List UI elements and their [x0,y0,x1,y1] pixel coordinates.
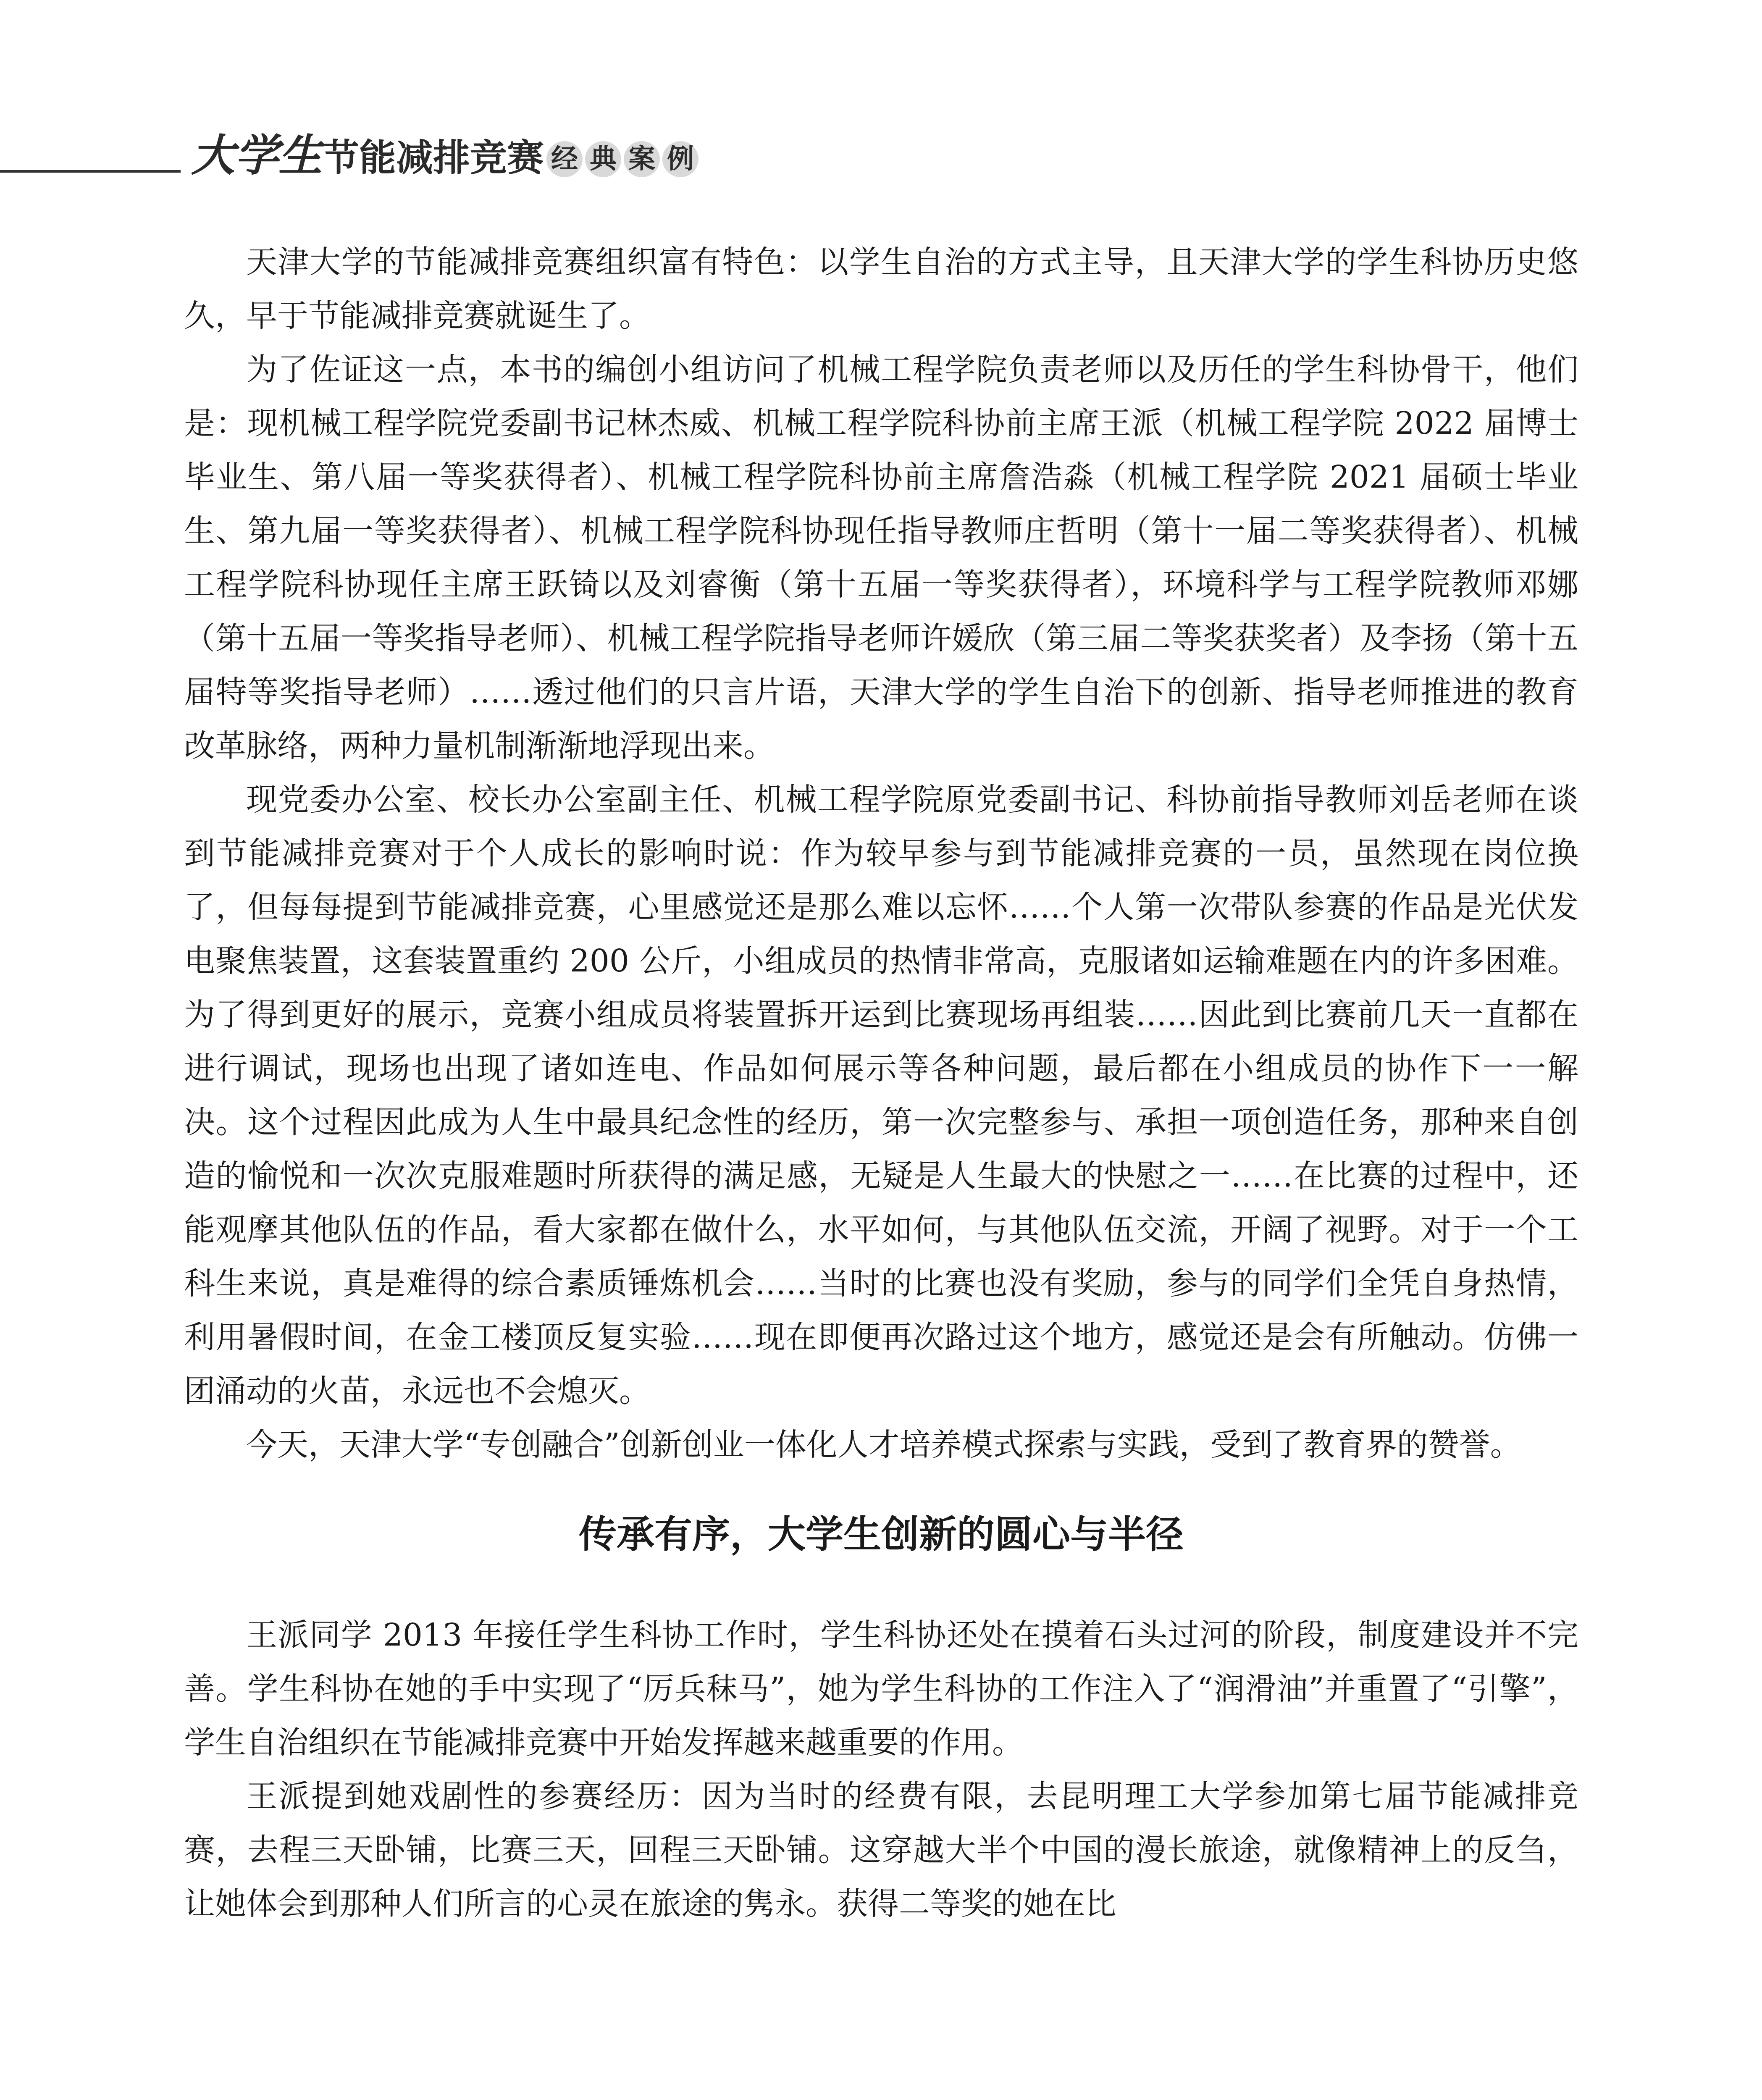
book-title [191,129,698,181]
paragraph: 天津大学的节能减排竞赛组织富有特色：以学生自治的方式主导，且天津大学的学生科协历史悠久，早于节能减排竞赛就诞生了。 [184,244,1578,334]
book-title-badge: 典 [585,141,621,177]
paragraph: 王派同学 2013 年接任学生科协工作时，学生科协还处在摸着石头过河的阶段，制度建设并不完善。学生科协在她的手中实现了“厉兵秣马”，她为学生科协的工作注入了“润滑油”并重置了“引擎”，学生自治组织在节能减排竞赛中开始发挥越来越重要的作用。 [184,1617,1578,1761]
section-heading: 传承有序，大学生创新的圆心与半径 [579,1512,1184,1557]
paragraph: 王派提到她戏剧性的参赛经历：因为当时的经费有限，去昆明理工大学参加第七届节能减排竞赛，去程三天卧铺，比赛三天，回程三天卧铺。这穿越大半个中国的漫长旅途，就像精神上的反刍，让她体会到那种人们所言的心灵在旅途的隽永。获得二等奖的她在比 [184,1778,1578,1922]
paragraph: 今天，天津大学“专创融合”创新创业一体化人才培养模式探索与实践，受到了教育界的赞誉。 [246,1427,1521,1463]
running-header [0,126,694,181]
book-title-badge: 经 [546,141,583,177]
paragraph: 为了佐证这一点，本书的编创小组访问了机械工程学院负责老师以及历任的学生科协骨干，他们是：现机械工程学院党委副书记林杰威、机械工程学院科协前主席王派（机械工程学院 2022 届博士毕业生、第八届一等奖获得者）、机械工程学院科协前主席詹浩淼（机械工程学院 2021 届硕士毕业生、第九届一等奖获得者）、机械工程学院科协现任指导教师庄哲明（第十一届二等奖获得者）、机械工程学院科协现任主席王跃锜以及刘睿衡（第十五届一等奖获得者），环境科学与工程学院教师邓娜（第十五届一等奖指导老师）、机械工程学院指导老师许媛欣（第三届二等奖获奖者）及李扬（第十五届特等奖指导老师）……透过他们的只言片语，天津大学的学生自治下的创新、指导老师推进的教育改革脉络，两种力量机制渐渐地浮现出来。 [184,352,1578,764]
paragraph: 现党委办公室、校长办公室副主任、机械工程学院原党委副书记、科协前指导教师刘岳老师在谈到节能减排竞赛对于个人成长的影响时说：作为较早参与到节能减排竞赛的一员，虽然现在岗位换了，但每每提到节能减排竞赛，心里感觉还是那么难以忘怀……个人第一次带队参赛的作品是光伏发电聚焦装置，这套装置重约 200 公斤，小组成员的热情非常高，克服诸如运输难题在内的许多困难。为了得到更好的展示，竞赛小组成员将装置拆开运到比赛现场再组装……因此到比赛前几天一直都在进行调试，现场也出现了诸如连电、作品如何展示等各种问题，最后都在小组成员的协作下一一解决。这个过程因此成为人生中最具纪念性的经历，第一次完整参与、承担一项创造任务，那种来自创造的愉悦和一次次克服难题时所获得的满足感，无疑是人生最大的快慰之一……在比赛的过程中，还能观摩其他队伍的作品，看大家都在做什么，水平如何，与其他队伍交流，开阔了视野。对于一个工科生来说，真是难得的综合素质锤炼机会……当时的比赛也没有奖励，参与的同学们全凭自身热情，利用暑假时间，在金工楼顶反复实验……现在即便再次路过这个地方，感觉还是会有所触动。仿佛一团涌动的火苗，永远也不会熄灭。 [184,782,1578,1409]
book-title-cursive: 大学生 [191,129,323,181]
book-title-badge: 案 [624,141,660,177]
book-title-badge: 例 [662,141,698,177]
body-text [184,235,1578,1931]
header-rule [0,170,181,173]
book-title-main: 节能减排竞赛 [322,136,544,179]
